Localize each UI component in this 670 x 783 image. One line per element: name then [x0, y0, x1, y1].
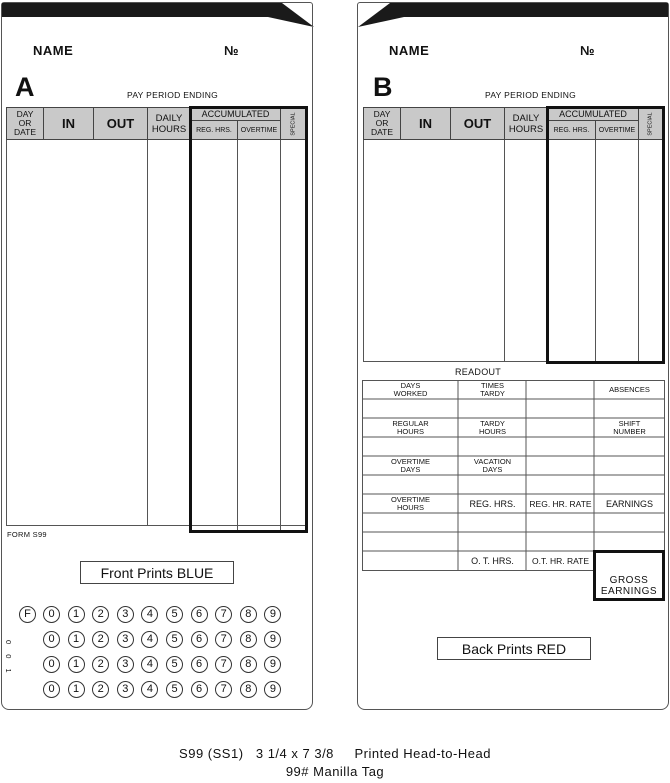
- back-accumulated-box: [546, 106, 665, 364]
- front-number-label: №: [224, 43, 239, 58]
- front-header-out: OUT: [93, 107, 148, 140]
- punch-digit: 9: [264, 656, 281, 673]
- punch-digit: 6: [191, 681, 208, 698]
- back-number-label: №: [580, 43, 595, 58]
- front-header-day-or-date: DAY OR DATE: [6, 107, 44, 140]
- front-header-special-text: SPECIAL: [290, 111, 297, 136]
- readout-tardy-hours: TARDY HOURS: [478, 418, 507, 436]
- punch-digit: 0: [43, 656, 60, 673]
- readout-overtime-hours: OVERTIME HOURS: [390, 494, 431, 512]
- back-header-accumulated: ACCUMULATED: [547, 107, 639, 121]
- punch-digit: 8: [240, 681, 257, 698]
- punch-digit: 0: [43, 606, 60, 623]
- back-pay-period-label: PAY PERIOD ENDING: [485, 90, 577, 100]
- front-header-daily-hours: DAILY HOURS: [147, 107, 191, 140]
- readout-times-tardy: TIMES TARDY: [480, 380, 505, 398]
- punch-digit: 5: [166, 631, 183, 648]
- back-header-special-text: SPECIAL: [647, 111, 654, 136]
- punch-digit: 8: [240, 631, 257, 648]
- punch-digit: 9: [264, 606, 281, 623]
- back-card-corner: [358, 3, 404, 27]
- back-card-top-tab: [400, 3, 668, 17]
- readout-gross-earnings: GROSS EARNINGS: [600, 575, 658, 597]
- caption-line-2: 99# Manilla Tag: [285, 764, 385, 779]
- punch-digit: 4: [141, 631, 158, 648]
- punch-digit: 7: [215, 606, 232, 623]
- back-prints-note: Back Prints RED: [437, 637, 591, 660]
- back-header-out: OUT: [450, 107, 505, 140]
- back-header-day-or-date: DAY OR DATE: [363, 107, 401, 140]
- punch-digit: 7: [215, 681, 232, 698]
- front-card-letter: A: [15, 72, 35, 102]
- punch-digit: 7: [215, 631, 232, 648]
- punch-digit: 3: [117, 631, 134, 648]
- punch-digit: 5: [166, 681, 183, 698]
- punch-digit: 4: [141, 681, 158, 698]
- back-header-overtime: OVERTIME: [595, 120, 639, 140]
- punch-digit: 4: [141, 656, 158, 673]
- front-prints-note: Front Prints BLUE: [80, 561, 234, 584]
- back-header-reg-hrs: REG. HRS.: [547, 120, 596, 140]
- punch-digit: 1: [68, 656, 85, 673]
- punch-digit: 2: [92, 606, 109, 623]
- readout-ot-hrs: O. T. HRS.: [471, 556, 514, 566]
- back-readout-grid: [362, 380, 666, 572]
- punch-digit: 8: [240, 606, 257, 623]
- front-digit-f: F: [19, 606, 36, 623]
- punch-digit: 8: [240, 656, 257, 673]
- readout-reg-hrs: REG. HRS.: [469, 498, 516, 509]
- punch-digit: 3: [117, 681, 134, 698]
- front-pay-period-label: PAY PERIOD ENDING: [127, 90, 219, 100]
- readout-shift-number: SHIFT NUMBER: [613, 418, 646, 436]
- front-form-number: FORM S99: [7, 530, 47, 539]
- punch-digit: 9: [264, 631, 281, 648]
- back-card-letter: B: [373, 72, 393, 102]
- readout-regular-hours: REGULAR HOURS: [392, 418, 429, 436]
- punch-digit: 3: [117, 656, 134, 673]
- caption-line-1: S99 (SS1) 3 1/4 x 7 3/8 Printed Head-to-Head: [179, 746, 491, 761]
- readout-ot-hr-rate: O.T. HR. RATE: [532, 556, 589, 566]
- punch-digit: 9: [264, 681, 281, 698]
- punch-digit: 5: [166, 606, 183, 623]
- front-card-corner: [268, 3, 314, 27]
- punch-digit: 2: [92, 631, 109, 648]
- readout-reg-hr-rate: REG. HR. RATE: [529, 498, 592, 509]
- front-side-code: 0 0 1: [4, 640, 13, 677]
- punch-digit: 4: [141, 606, 158, 623]
- readout-days-worked: DAYS WORKED: [393, 380, 428, 398]
- back-grid-divider: [504, 140, 505, 362]
- front-header-accumulated: ACCUMULATED: [190, 107, 281, 121]
- punch-digit: 1: [68, 631, 85, 648]
- front-grid-divider: [147, 140, 148, 526]
- readout-earnings: EARNINGS: [605, 498, 653, 509]
- front-name-label: NAME: [33, 43, 74, 58]
- front-header-reg-hrs: REG. HRS.: [190, 120, 238, 140]
- readout-absences: ABSENCES: [609, 384, 650, 394]
- punch-digit: 1: [68, 606, 85, 623]
- readout-vacation-days: VACATION DAYS: [473, 456, 512, 474]
- front-header-overtime: OVERTIME: [237, 120, 281, 140]
- punch-digit: 0: [43, 631, 60, 648]
- front-accumulated-box: [189, 106, 308, 533]
- punch-digit: 6: [191, 606, 208, 623]
- back-name-label: NAME: [389, 43, 430, 58]
- punch-digit: 3: [117, 606, 134, 623]
- front-header-in: IN: [43, 107, 94, 140]
- back-readout-title: READOUT: [455, 367, 502, 377]
- punch-digit: 2: [92, 656, 109, 673]
- back-header-in: IN: [400, 107, 451, 140]
- punch-digit: 6: [191, 656, 208, 673]
- punch-digit: 0: [43, 681, 60, 698]
- punch-digit: 2: [92, 681, 109, 698]
- front-card-top-tab: [2, 3, 270, 17]
- readout-overtime-days: OVERTIME DAYS: [390, 456, 431, 474]
- punch-digit: 6: [191, 631, 208, 648]
- punch-digit: 1: [68, 681, 85, 698]
- punch-digit: 7: [215, 656, 232, 673]
- back-header-daily-hours: DAILY HOURS: [504, 107, 548, 140]
- punch-digit: 5: [166, 656, 183, 673]
